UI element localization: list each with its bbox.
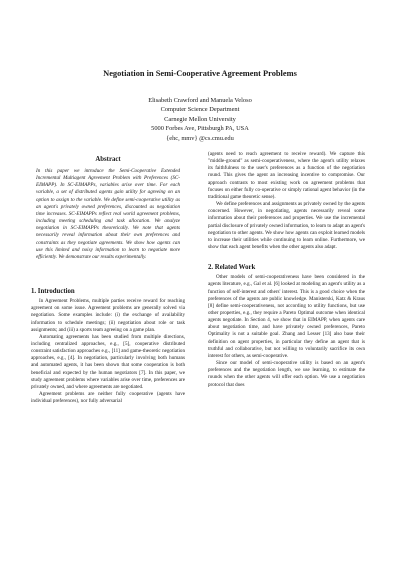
left-column — [31, 155, 185, 405]
author-department: Computer Science Department — [160, 106, 240, 114]
paper-title: Negotiation in Semi-Cooperative Agreement Problems — [103, 69, 297, 78]
author-names: Elisabeth Crawford and Manuela Veloso — [148, 97, 252, 104]
introduction-heading: 1. Introduction — [31, 288, 75, 296]
author-university: Carnegie Mellon University — [164, 115, 236, 123]
intro-paragraph-3: Agreement problems are neither fully cooperative (agents have individual preferences), nor fully adversarial — [31, 391, 185, 405]
author-block — [60, 96, 340, 143]
abstract-heading: Abstract — [95, 156, 121, 163]
author-email: {ehc, mmv} @cs.cmu.edu — [166, 134, 234, 142]
right-paragraph-1: (agents need to reach agreement to receive reward). We capture this "middle-ground" as semi-cooperativeness, where the agent's utility relaxes its faithfulness to the user's preferences as a function of the negotiation round. This gives the agent an increasing incentive to compromise. Our approach contrasts to most existing work on agreement problems that focuses on either fully co-operative or simply rational agent behavior (in the traditional game theoretic sense). — [208, 151, 365, 200]
abstract-text: In this paper we introduce the Semi-Cooperative Extended Incremental Multiagent Agreement Problem with Preferences (SC-EIMAPP). In SC-EIMAPPs, variables arise over time. For each variable, a set of distributed agents gain utility for agreeing on an option to assign to the variable. We define semi-cooperative utility as an agent's privately owned preferences, discounted as negotiation time increases. SC-EIMAPPs reflect real world agreement problems, including meeting scheduling and task allocation. We analyze negotiation in SC-EIMAPPs theoretically. We note that agents necessarily reveal information about their own preferences and constraints as they negotiate agreements. We show how agents can use this limited and noisy information to learn to negotiate more efficiently. We demonstrate our results experimentally. — [36, 168, 180, 260]
related-paragraph-1: Other models of semi-cooperativeness have been considered in the agents literature, e.g., Gal et al. [6] looked at modeling an agent's utility as a function of self-interest and others' interest. This is a good choice when the preferences of the agents are public knowledge. Manisterski, Katz & Kraus [8] define semi-cooperativeness, not according to utility functions, but use other properties, e.g., they require a Pareto Optimal outcome when identical agents negotiate. In Section 4, we show that in EIMAPP, when agents care about negotiation time, and have privately owned preferences, Pareto Optimality is not a suitable goal. Zhang and Lesser [13] also base their definition on agent properties, in particular they define an agent that is truthful and collaborative, but not willing to voluntarily sacrifice its own interest for others, as semi-cooperative. — [208, 274, 365, 359]
intro-paragraph-1: In Agreement Problems, multiple parties receive reward for reaching agreement on some issue. Agreement problems are generally solved via negotiation. Some examples include: (i) the exchange of availability information to schedule meetings; (ii) negotiation about role or task assignments; and (iii) a sports team agreeing on a game plan. — [31, 298, 185, 333]
related-work-heading: 2. Related Work — [208, 264, 256, 272]
right-column — [208, 151, 365, 389]
related-paragraph-2: Since our model of semi-cooperative utility is based on an agent's preferences and the negotiation length, we use learning, to estimate the rounds when the other agents will offer each option. We use a negotiation protocol that does — [208, 360, 365, 388]
right-paragraph-2: We define preferences and assignments as privately owned by the agents concerned. However, in negotiating, agents necessarily reveal some information about their preferences and properties. We use the incremental partial disclosure of privately owned information, to learn to adapt an agent's negotiation to other agents. We show how agents can exploit learned models to increase their utilities while continuing to learn online. Furthermore, we show that each agent benefits when the other agents also adapt. — [208, 201, 365, 251]
author-address: 5000 Forbes Ave, Pittsburgh PA, USA — [151, 125, 249, 133]
intro-paragraph-2: Automating agreements has been studied from multiple directions, including centralized approaches, e.g., [5], cooperative distributed constraint satisfaction approaches e.g., [11] and game-theoretic negotiation approaches, e.g., [4]. In negotiation, particularly involving both humans and automated agents, it has been shown that some cooperation is both beneficial and expected by the human negotiators [7]. In this paper, we study agreement problems where variables arise over time, preferences are privately owned, and where agreements are negotiated. — [31, 333, 185, 390]
